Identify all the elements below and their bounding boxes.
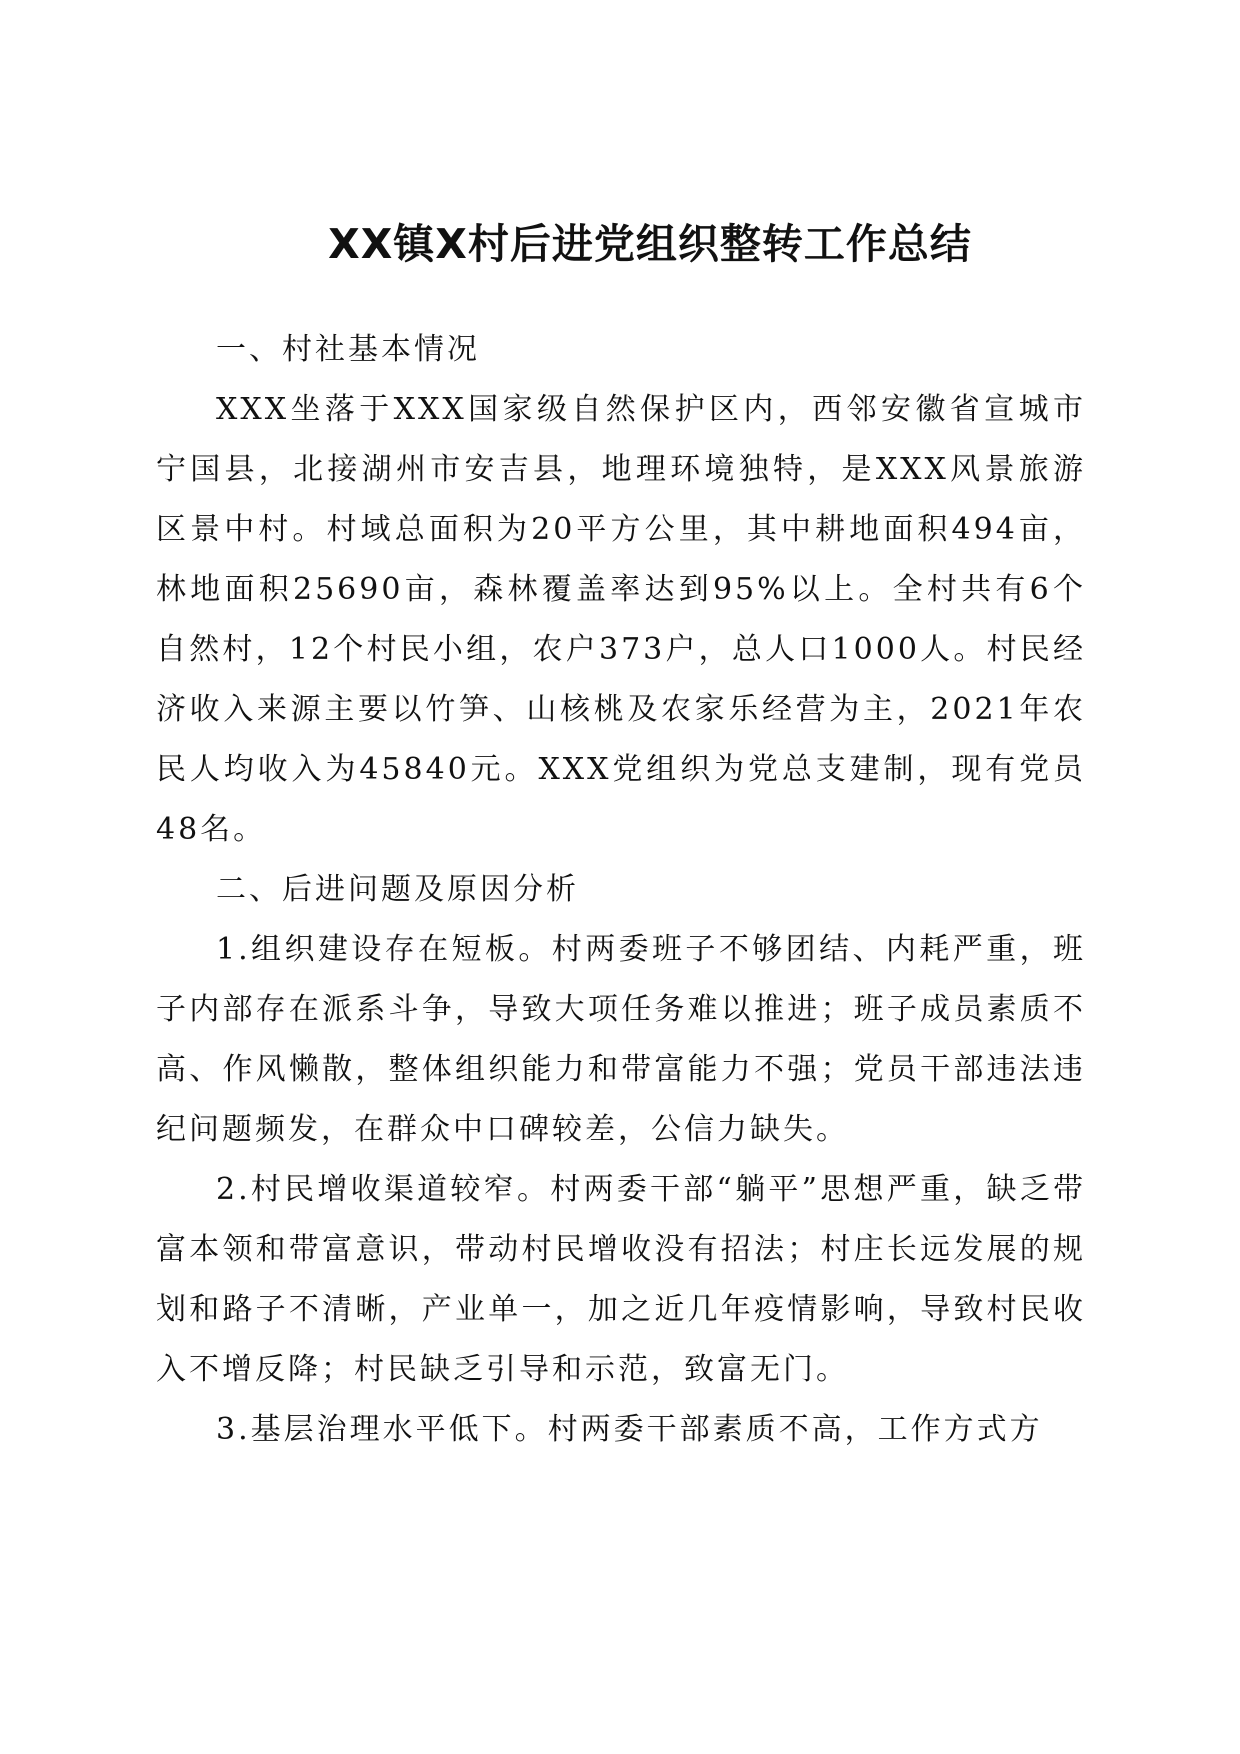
paragraph-organization-shortcomings: 1.组织建设存在短板。村两委班子不够团结、内耗严重，班子内部存在派系斗争，导致大项任务难以推进；班子成员素质不高、作风懒散，整体组织能力和带富能力不强；党员干部违法违纪问题频发，在群众中口碑较差，公信力缺失。	[156, 932, 1086, 1147]
paragraph-income-channels: 2.村民增收渠道较窄。村两委干部“躺平”思想严重，缺乏带富本领和带富意识，带动村民增收没有招法；村庄长远发展的规划和路子不清晰，产业单一，加之近几年疫情影响，导致村民收入不增反降；村民缺乏引导和示范，致富无门。	[156, 1172, 1086, 1387]
document-title: XX镇X村后进党组织整转工作总结	[328, 220, 972, 268]
section-heading-basic-info: 一、村社基本情况	[216, 332, 480, 367]
paragraph-governance-level: 3.基层治理水平低下。村两委干部素质不高，工作方式方	[216, 1412, 1043, 1447]
section-heading-problem-analysis: 二、后进问题及原因分析	[216, 872, 579, 907]
document-body	[156, 320, 1086, 1460]
paragraph-basic-info: XXX坐落于XXX国家级自然保护区内，西邻安徽省宣城市宁国县，北接湖州市安吉县，地理环境独特，是XXX风景旅游区景中村。村域总面积为20平方公里，其中耕地面积494亩，林地面积25690亩，森林覆盖率达到95%以上。全村共有6个自然村，12个村民小组，农户373户，总人口1000人。村民经济收入来源主要以竹笋、山核桃及农家乐经营为主，2021年农民人均收入为45840元。XXX党组织为党总支建制，现有党员48名。	[156, 392, 1086, 847]
